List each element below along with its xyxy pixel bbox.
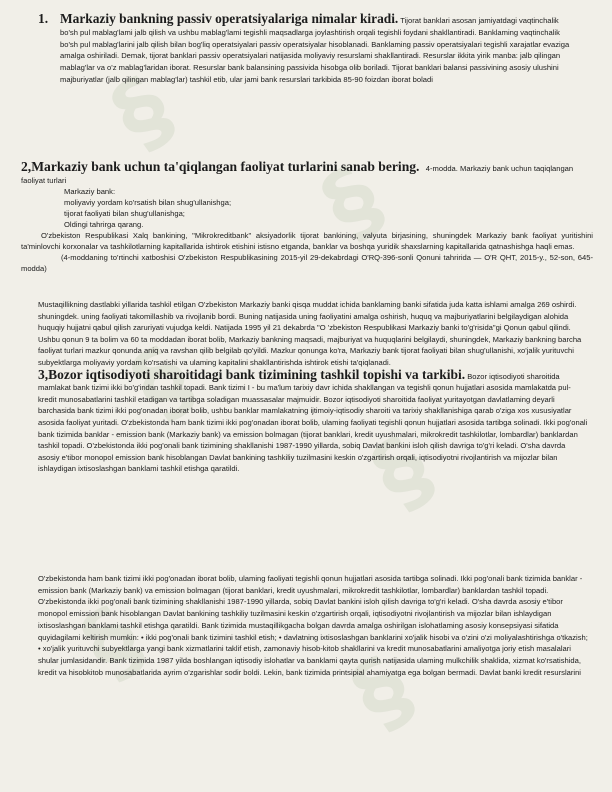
watermark-logo: § <box>93 56 192 169</box>
watermark-logo: § <box>113 326 212 439</box>
watermark-logo: § <box>63 586 162 699</box>
section-2-paragraph: O'zbekiston Respublikasi Xalq bankining, "Mikrokreditbank" aksiyadorlik tijorat bankining, valyuta birjasining, shuningdek Markaziy bank faoliyat yuritishini ta'minlovchi korxonalar va tashkilotlarning kapitallarida ishtirok etishini istisno etganda, banklar va boshqa yuridik shaxslarning kapitallarida qatnashishga haqli emas. <box>21 231 593 251</box>
section-2-item: Markaziy bank: <box>64 187 116 196</box>
section-4 <box>38 573 588 678</box>
section-1-number: 1. <box>38 11 49 26</box>
section-3-heading: 3,Bozor iqtisodiyoti sharoitidagi bank tizimining tashkil topishi va tarkibi. <box>38 366 466 382</box>
section-2-item: moliyaviy yordam ko'rsatish bilan shug'ullanishga; <box>64 198 232 207</box>
watermark-logo: § <box>353 416 452 529</box>
section-2 <box>21 158 593 274</box>
watermark-logo: § <box>303 146 402 259</box>
section-2-item: tijorat faoliyati bilan shug'ullanishga; <box>64 209 185 218</box>
section-2-heading-line <box>21 158 593 186</box>
section-2-intro: 4-modda. Markaziy bank uchun taqiqlangan faoliyat turlari <box>21 164 574 185</box>
section-1 <box>38 11 578 86</box>
section-3-text <box>38 366 588 475</box>
section-3-body: Bozor iqtisodiyoti sharoitida mamlakat bank tizimi ikki bo'g'indan tashkil topadi. Bank tizimi I - bu ma'lum tarixiy davr ichida shakllangan va tegishli qonun hujjatlari asosida mamlakatda pul-kredit munosabatlarini tashkil etadigan va tartibga soladigan muassasalar majmuidir. Bozor iqtisodiyoti sharoitida faoliyat yuritayotgan davlatlaming deyarli barchasida bank tizimi ikki pog'onadan iborat bolib, ushbu banklar mamlakatning ijtimoiy-iqtisodiy sharoiti va tarixiy shakllanishiga qarab o'ziga xos xususiyatlar asosida faoliyat yuritadi. O'zbekistonda ham bank tizimi ikki pog'onadan iborat bolib, ulaming faoliyati tegishli qonun hujjatlari asosida tartibga solinadi. Ikki pog'onali bank tizimida banklar - emission bank (Markaziy bank) va emission bolmagan (tijorat banklari, kredit uyushmalari, mikrokredit tashkilotlar, lombardlar) banklardan tashkil topadi. O'zbekistonda ikki pog'onali bank tizimining shakllanishi 1987-1990 yillarda, sobiq Davlat bankini isloh qilish davriga to'g'ri keladi. O'sha davrda asosiy e'tibor monopol emission bank hisoblangan Davlat bankining tashkiliy tuzilmasini keskin o'zgartirish orqali, iqtisodiyotni rivojlantirish va mijozlar bilan ishlaydigan ixtisoslashgan banklami tashkil etishga qaratildi. <box>38 371 588 474</box>
section-1-text <box>60 11 578 86</box>
section-2-law-note: (4-moddaning to'rtinchi xatboshisi O'zbekiston Respublikasining 2015-yil 29-dekabrdagi O'RQ-396-sonli Qonuni tahririda — O'R QHT, 2015-y., 52-son, 645-modda) <box>21 253 593 273</box>
watermark-logo: § <box>333 636 432 749</box>
section-2b-body: Mustaqillikning dastlabki yillarida tashkil etilgan O'zbekiston Markaziy banki qisqa muddat ichida banklaming banki sifatida juda katta ishlami amalga 269 oshirdi. shuningdek. uning faoliyati takomillashib va rivojlanib bordi. Buning natijasida uning faoliyatini amalga oshirish, huquq va majburiyatlarini belgilaydigan alohida huquqiy hujjatni qabul qilish zaruriyati vujudga keldi. Natijada 1995 yil 21 dekabrda "O 'zbekiston Respublikasi Markaziy banki to'g'risida"gi Qonun qabul qilindi. Ushbu qonun 9 ta bolim va 60 ta moddadan iborat bolib, Markaziy bankning maqsadi, majburiyat va huquqlarini belgilaydi, shuningdek, Markaziy bankning barcha faoliyat turlari mazkur qonunda aniq va ravshan qilib belgilab qo'yildi. Mazkur qonunga ko'ra, Markaziy bank tijorat faoliyati bilan shug'ullanishi, xo'jalik yurituvchi subyektlarga moliyaviy yordam ko'rsatishi va ulaming kapitalini shakllantirishda ishtirok etishi ta'qiqlanadi. <box>38 300 582 367</box>
section-1-heading: Markaziy bankning passiv operatsiyalariga nimalar kiradi. <box>60 11 399 26</box>
section-2-item: Oldingi tahrirga qarang. <box>64 220 144 229</box>
section-3 <box>38 299 588 475</box>
section-1-body: Tijorat banklari asosan jamiyatdagi vaqtinchalik bo'sh pul mablag'lami jalb qilish va ushbu mablag'lami tegishli maqsadlarga joylashtirish orqali tegishli foydani shakllantiradi. Banklaming vaqtinchalik bo'sh pul mablag'larini jalb qilish bilan bog'liq operatsiyalari passiv operatsiyalar hisoblanadi. Banklaming passiv operatsiyalari tegishli xarajatlar evaziga amalga oshiriladi. Demak, tijorat banklari passiv operatsiyalari natijasida moliyaviy resurslami shakllantiradi. Resurslar ikkita yirik manba: jalb qilingan mablag'lar va o'z mablag'laridan iborat. Resurslar bank balansining passivida hisobga olib boriladi. Tijorat banklari balansi passivining asosiy ulushini majburiyatlar (jalb qilingan mablag'lar) tashkil etib, ular jami bank resurslari tarkibida 85-90 foizdan iborat boladi <box>60 16 570 84</box>
section-2-heading: 2,Markaziy bank uchun ta'qiqlangan faoliyat turlarini sanab bering. <box>21 159 420 174</box>
section-4-body: O'zbekistonda ham bank tizimi ikki pog'onadan iborat bolib, ulaming faoliyati tegishli qonun hujjatlari asosida tartibga solinadi. Ikki pog'onali bank tizimida banklar - emission bank (Markaziy bank) va emission bolmagan (tijorat banklari, kredit uyushmalari, mikrokredit tashkilotlar, lombardlar) banklardan tashkil topadi. O'zbekistonda ikki pog'onali bank tizimining shakllanishi 1987-1990 yillarda, sobiq Davlat bankini isloh qilish davriga to'g'ri keladi. O'sha davrda asosiy e'tibor monopol emission bank hisoblangan Davlat bankining tashkiliy tuzilmasini keskin o'zgartirish orqali, iqtisodiyotni rivojlantirish va mijozlar bilan ishlaydigan ixtisoslashgan banklami tashkil etishga qaratildi. Bank tizimida mustaqillikgacha bolgan davrda amalga oshirilgan islohatlaming asosiy konsepsiyasi sifatida quyidagilami keltirish mumkin: • ikki pog'onali bank tizimini tashkil etish; • davlatning ixtisoslashgan banklarini xo'jalik hisobi va o'zini o'zi moliyalashtirishga o'tkazish; • xo'jalik yurituvchi subyektlarga yangi bank xizmatlarini taklif etish, zamonaviy hisob-kitob shakllarini va kredit munosabatlarini amaliyotga joriy etish masalalari shular jumlasidandir. Bank tizimida 1987 yilda boshlangan iqtisodiy islohatlar va banklami qayta qurish natijasida ulaming mulkchilik shaklida, xizmat ko'rsatishida, kredit va hisobkitob munosabatlarida ayrim o'zgarishlar sodir boldi. Lekin, bank tizimida printsipial ahamiyatga ega bolgan bermadi. Davlat banki kredit resurslarini <box>38 574 588 677</box>
